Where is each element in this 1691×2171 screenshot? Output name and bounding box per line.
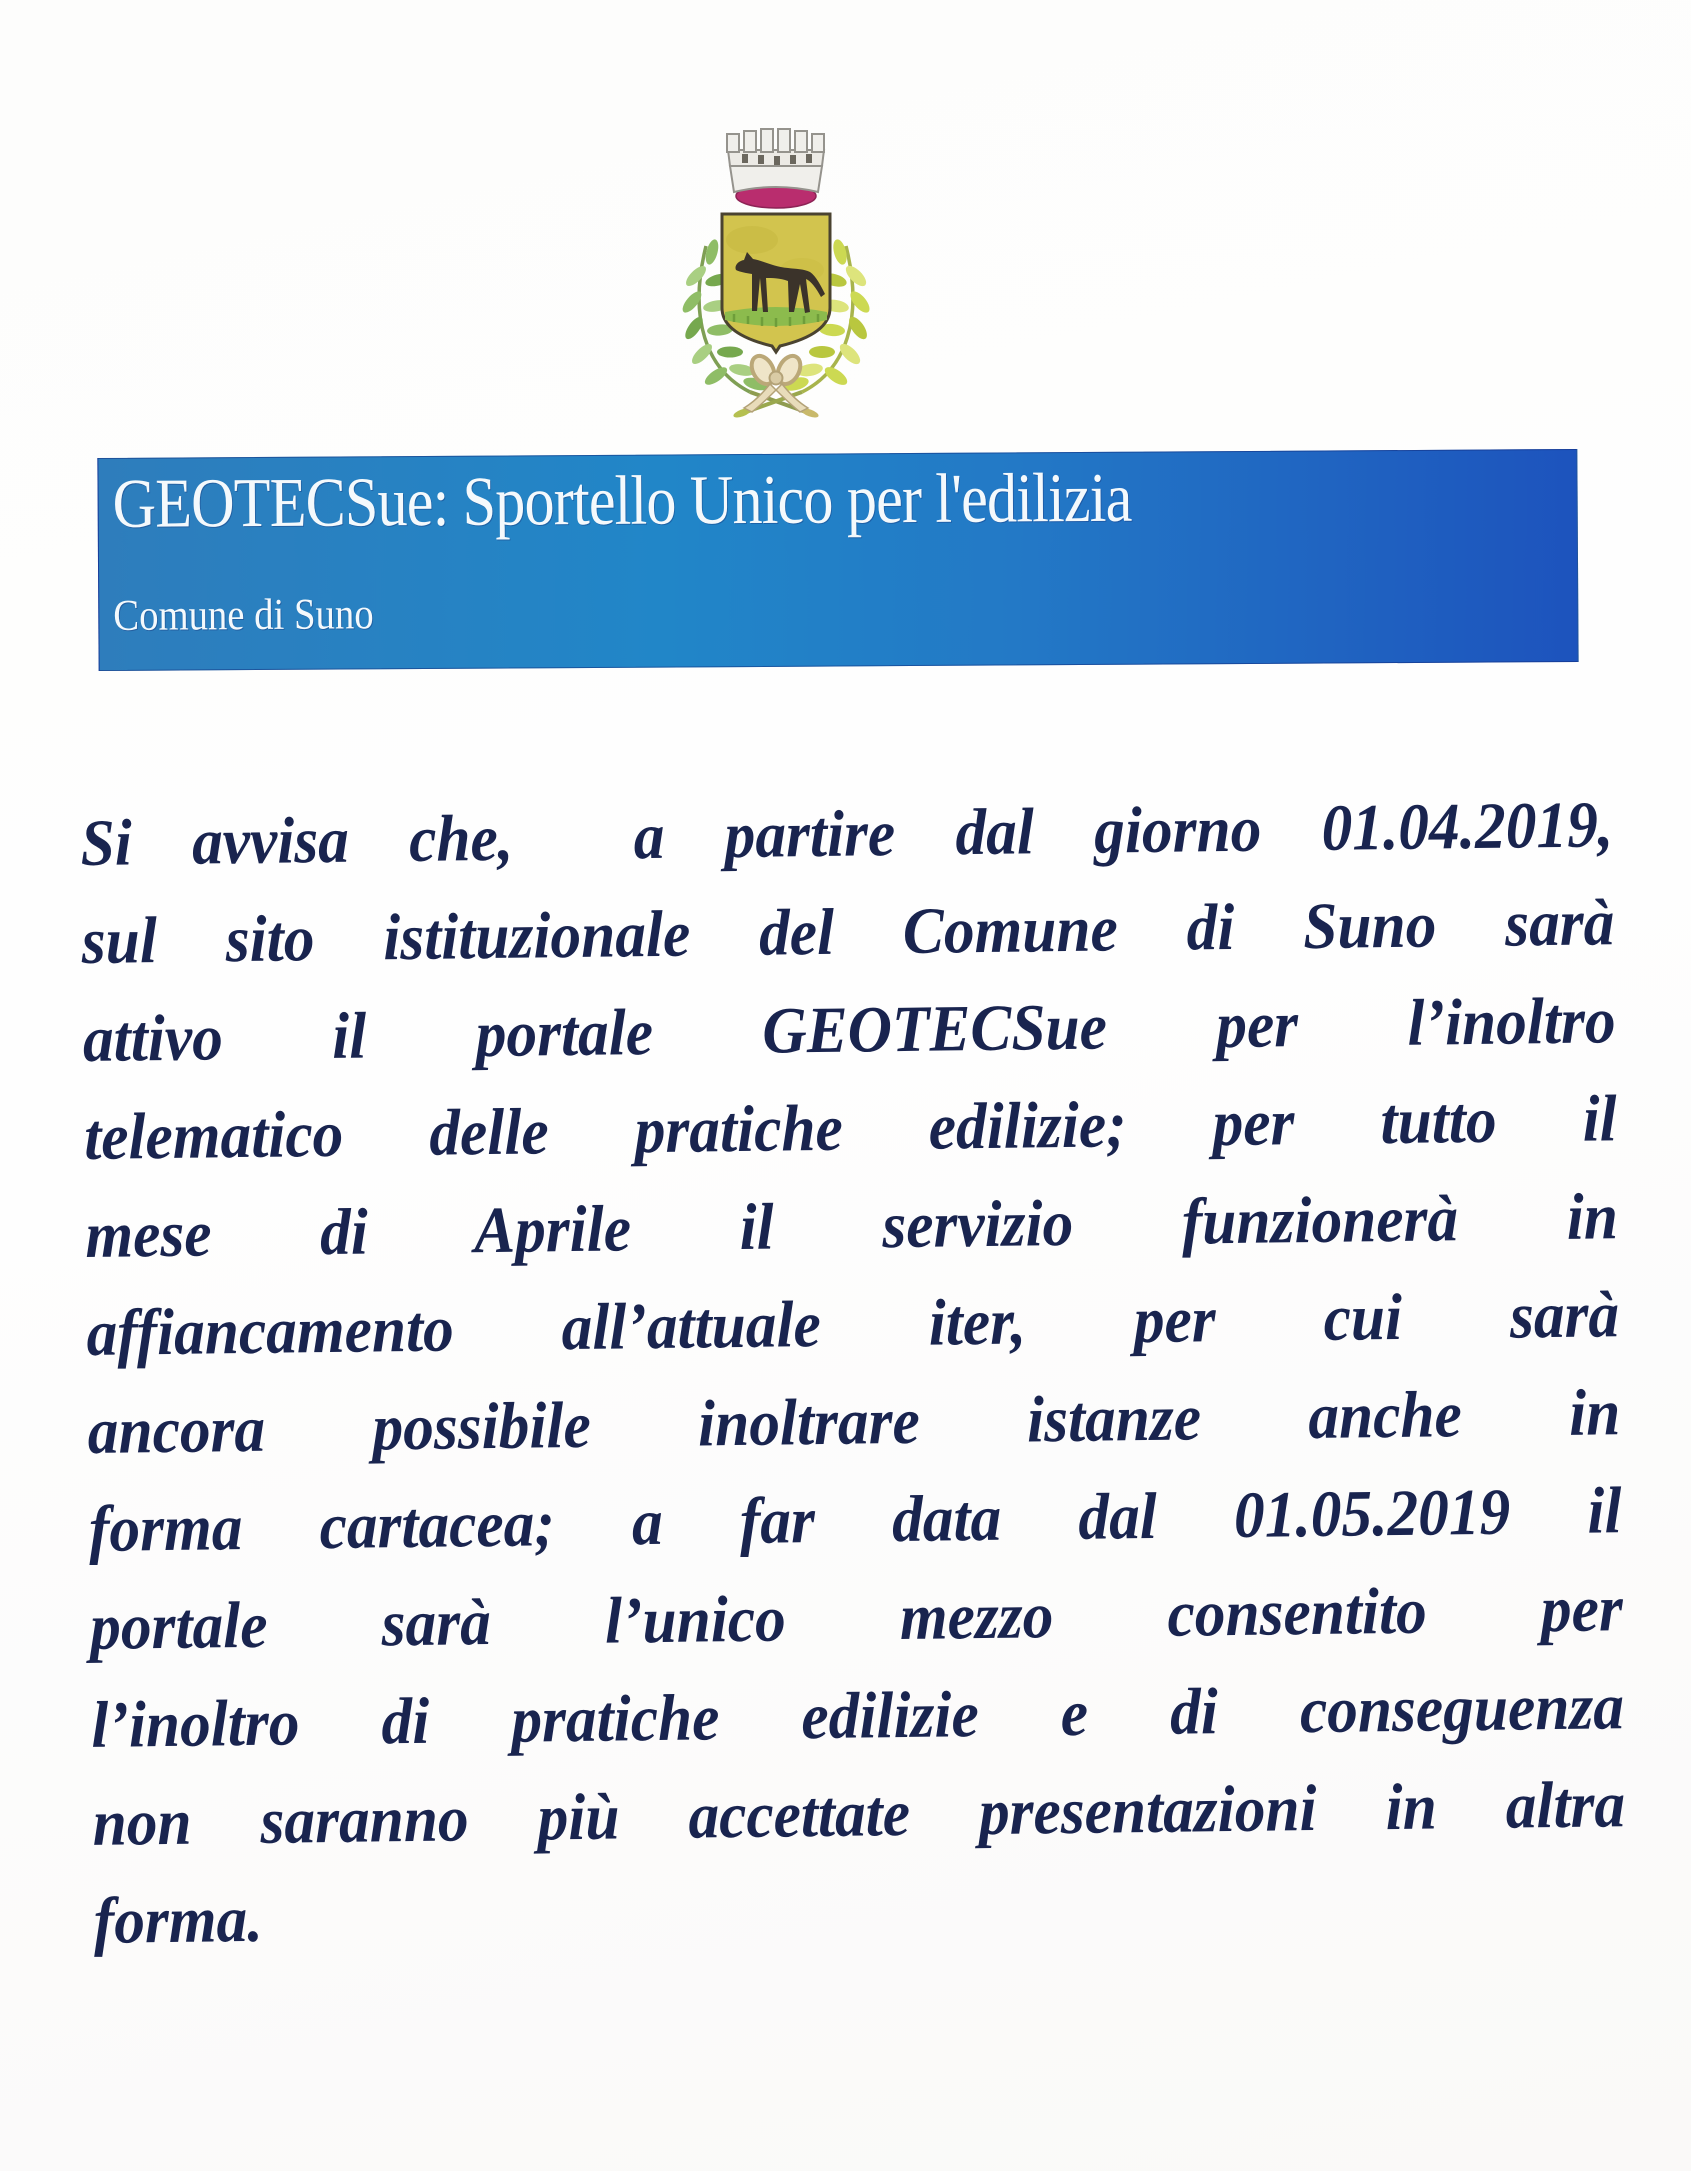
notice-line: forma.	[93, 1882, 263, 1958]
crossed-stems	[732, 392, 819, 418]
notice-line: portale sarà l’unico mezzo consentito per	[89, 1572, 1624, 1664]
notice-line: l’inoltro di pratiche edilizie e di conseguenza	[90, 1670, 1625, 1762]
mural-crown-icon	[727, 129, 824, 208]
notice-line: sul sito istituzionale del Comune di Suno sarà	[81, 886, 1615, 978]
header-banner	[97, 449, 1578, 671]
page-title: GEOTECSue: Sportello Unico per l'edilizia	[112, 459, 1132, 543]
notice-line: telematico delle pratiche edilizie; per tutto il	[83, 1082, 1618, 1174]
notice-line: affiancamento all’attuale iter, per cui sarà	[86, 1278, 1620, 1370]
notice-line: attivo il portale GEOTECSue per l’inoltro	[82, 984, 1616, 1076]
shield-icon	[722, 214, 830, 352]
notice-line: ancora possibile inoltrare istanze anche in	[87, 1376, 1621, 1468]
notice-line: Si avvisa che, a partire dal giorno 01.04.2019,	[80, 788, 1614, 880]
notice-line: mese di Aprile il servizio funzionerà in	[84, 1180, 1619, 1272]
notice-body	[80, 776, 1627, 1971]
municipality-name: Comune di Suno	[113, 589, 374, 640]
notice-line: forma cartacea; a far data dal 01.05.2019 il	[88, 1474, 1622, 1566]
municipal-coat-of-arms	[630, 118, 922, 418]
notice-line: non saranno più accettate presentazioni in altra	[92, 1768, 1626, 1860]
